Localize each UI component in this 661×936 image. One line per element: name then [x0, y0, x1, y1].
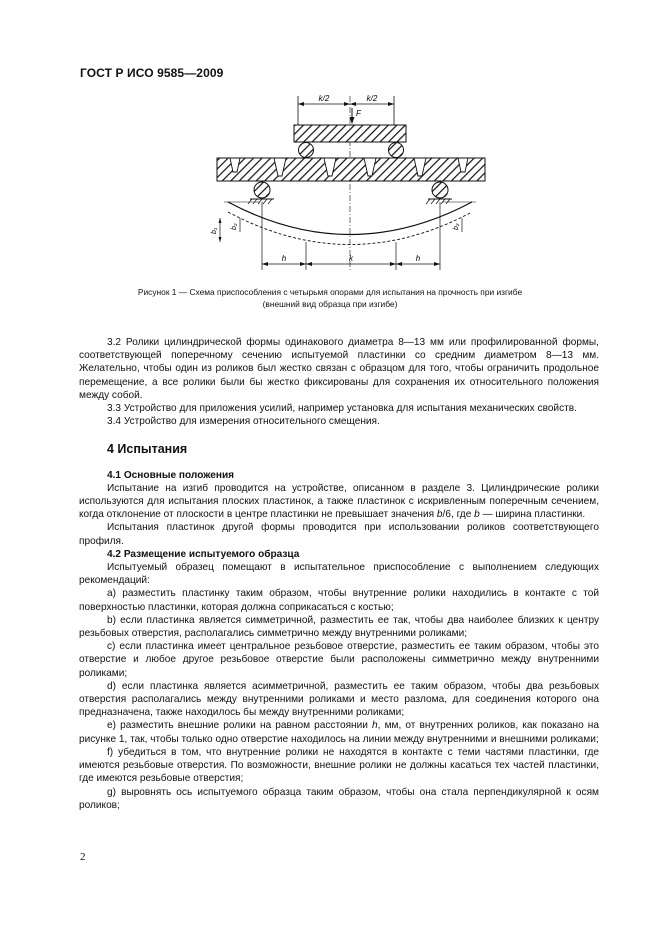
list-item-b: b) если пластинка является симметричной, разместить ее так, чтобы два наиболее близких к центру резьбовых отверстия, располагались симметрично между внутренними роликами;	[79, 614, 599, 640]
outer-roller-right	[432, 182, 448, 198]
specimen-plate	[217, 158, 485, 181]
loading-block	[294, 125, 406, 142]
inner-roller-right	[389, 143, 404, 158]
outer-roller-left	[254, 182, 270, 198]
paragraph-3-4: 3.4 Устройство для измерения относительного смещения.	[107, 416, 380, 428]
figure-caption: Рисунок 1 — Схема приспособления с четырьмя опорами для испытания на прочность при изгибе	[137, 287, 523, 297]
label-b2-right: b₂	[453, 223, 460, 230]
label-k-half-right: k/2	[366, 94, 378, 103]
label-b2-left: b₂	[231, 223, 238, 230]
list-item-f: f) убедиться в том, что внутренние ролики не находятся в контакте с теми частями пластинки, где имеются резьбовые отверстия. По возможности, внешние ролики не должны касаться тех частей пластинки, где имеются резьбовые отверстия;	[79, 746, 599, 785]
list-item-a: a) разместить пластинку таким образом, чтобы внутренние ролики находились в контакте с той поверхностью пластинки, которая должна соприкасаться с костью;	[79, 588, 599, 613]
list-item-d: d) если пластинка является асимметричной, разместить ее таким образом, чтобы два резьбовых отверстия располагались между внутренними роликами и место разлома, для соединения которого она предназначена, также находилось бы между внутренними роликами;	[79, 680, 599, 719]
label-h-right: h	[415, 254, 421, 263]
label-k-half-left: k/2	[318, 94, 330, 103]
document-body	[79, 336, 599, 812]
label-h-left: h	[281, 254, 287, 263]
paragraph-3-3: 3.3 Устройство для приложения усилий, например установка для испытания механических свойств.	[107, 403, 577, 415]
inner-roller-left	[299, 143, 314, 158]
label-force: F	[356, 109, 361, 118]
document-header: ГОСТ Р ИСО 9585—2009	[80, 66, 224, 80]
list-item-e: e) разместить внешние ролики на равном расстоянии h, мм, от внутренних роликов, как показано на рисунке 1, так, чтобы только одно отверстие находилось на линии между внутренними и внешними роликами;	[79, 720, 599, 745]
list-item-g: g) выровнять ось испытуемого образца таким образом, чтобы она стала перпендикулярной к осям роликов;	[79, 786, 599, 811]
paragraph-4-1-b: Испытания пластинок другой формы проводится при использовании роликов соответствующего профиля.	[79, 522, 599, 547]
paragraph-4-1-a: Испытание на изгиб проводится на устройстве, описанном в разделе 3. Цилиндрические ролики используются для испытания плоских пластинок, а также пластинок с искривленным поперечным сечением, когда отклонение от плоскости в центре пластинки не превышает значения b/6, где b — ширина пластинки.	[79, 482, 599, 521]
paragraph-4-2-intro: Испытуемый образец помещают в испытательное приспособление с выполнением следующих рекомендаций:	[79, 562, 599, 587]
figure-caption-subtitle: (внешний вид образца при изгибе)	[262, 299, 398, 309]
bending-fixture-diagram	[200, 92, 500, 272]
subheading-4-1: 4.1 Основные положения	[107, 469, 235, 481]
subheading-4-2: 4.2 Размещение испытуемого образца	[107, 548, 300, 560]
paragraph-3-2: 3.2 Ролики цилиндрической формы одинакового диаметра 8—13 мм или профилированной формы, соответствующей поперечному сечению испытуемой пластинки со средним диаметром 8—13 мм. Желательно, чтобы один из роликов был жестко связан с образцом для того, чтобы ограничить продольное перемещение, а все ролики были бы жестко фиксированы для сохранения их относительного положения между собой.	[79, 337, 599, 401]
label-b1: b₁	[211, 227, 218, 234]
label-k: k	[349, 254, 353, 263]
page-number: 2	[80, 851, 86, 863]
section-heading-4: 4 Испытания	[107, 442, 188, 457]
list-item-c: c) если пластинка имеет центральное резьбовое отверстие, разместить ее таким образом, чтобы это отверстие и любое другое резьбовое отверстие были расположены симметрично между внутренними роликами;	[79, 641, 599, 679]
